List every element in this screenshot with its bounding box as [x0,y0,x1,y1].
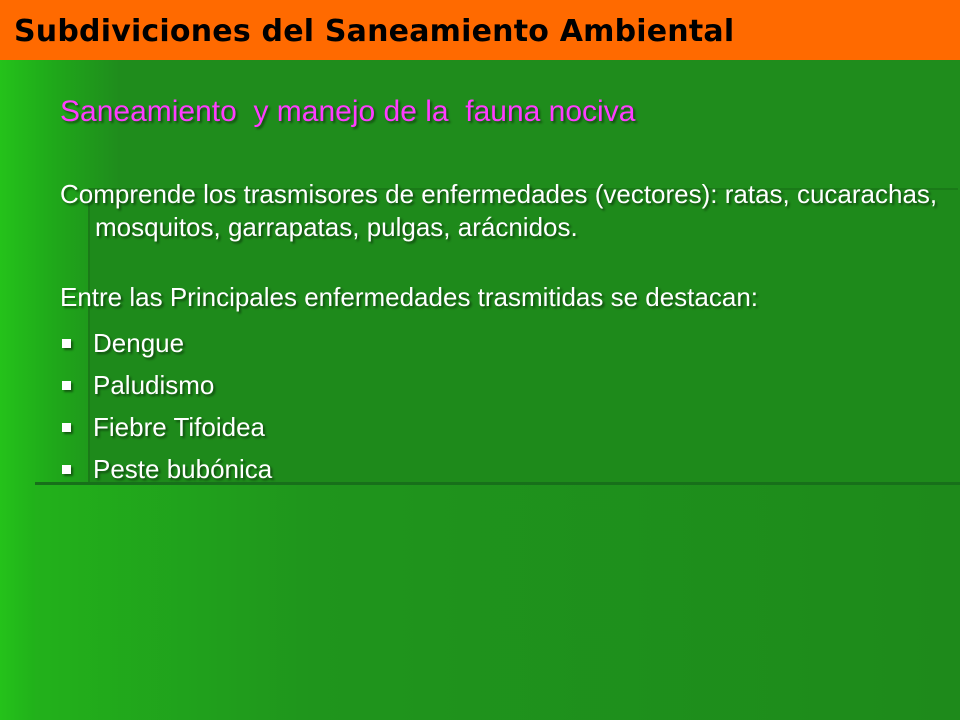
vectors-paragraph: Comprende los trasmisores de enfermedades (vectores): ratas, cucarachas, mosquitos, garrapatas, pulgas, arácnidos. [60,179,938,242]
list-item [60,364,940,406]
square-bullet-icon [62,339,71,348]
background-panel-lower [35,485,960,720]
slide-title: Subdiviciones del Saneamiento Ambiental [14,14,735,49]
diseases-intro-paragraph: Entre las Principales enfermedades trasmitidas se destacan: [60,282,759,312]
list-item-label: Paludismo [93,370,215,400]
square-bullet-icon [62,423,71,432]
list-item-label: Fiebre Tifoidea [93,412,265,442]
list-item-label: Dengue [93,328,185,358]
list-item [60,322,940,364]
slide-content [60,94,940,490]
slide-subtitle: Saneamiento y manejo de la fauna nociva [60,95,636,128]
list-item [60,448,940,490]
list-item-label: Peste bubónica [93,454,273,484]
square-bullet-icon [62,465,71,474]
square-bullet-icon [62,381,71,390]
diseases-list [60,322,940,490]
title-bar [0,0,960,60]
list-item [60,406,940,448]
